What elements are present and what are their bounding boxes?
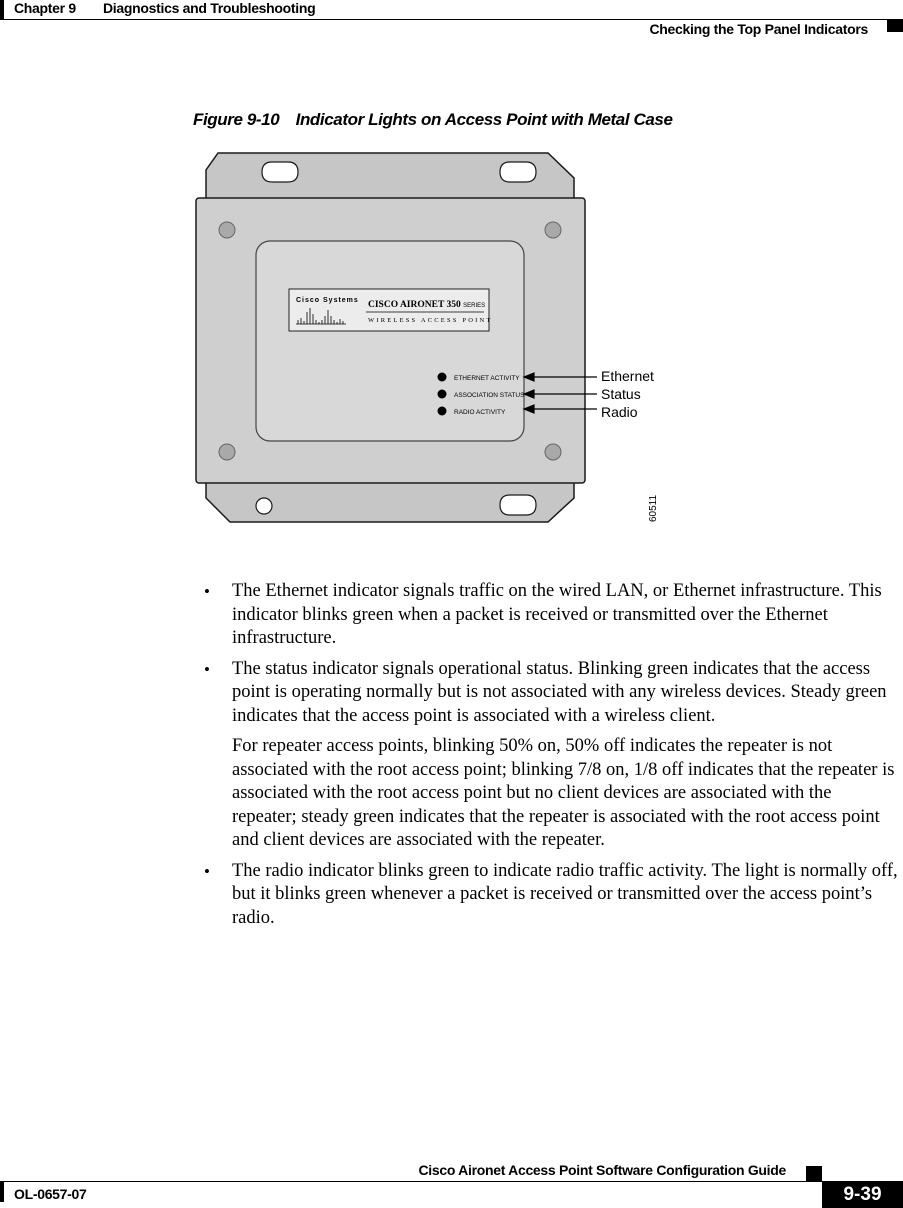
bullet-text-radio: The radio indicator blinks green to indicate radio traffic activity. The light is normally off, but it blinks green whenever a packet is received or transmitted over the access point’s radio. bbox=[232, 860, 898, 928]
cisco-logo-text: Cisco Systems bbox=[296, 297, 359, 304]
product-subtitle: WIRELESS ACCESS POINT bbox=[368, 317, 493, 324]
bullet-icon: • bbox=[204, 659, 210, 679]
figure-title: Indicator Lights on Access Point with Metal Case bbox=[295, 110, 673, 129]
led-label-radio: RADIO ACTIVITY bbox=[454, 409, 506, 416]
footer-doc-number: OL-0657-07 bbox=[14, 1186, 87, 1202]
callout-status: Status bbox=[601, 386, 641, 402]
access-point-figure bbox=[0, 0, 903, 560]
header-chapter-title: Diagnostics and Troubleshooting bbox=[103, 0, 316, 16]
callout-ethernet: Ethernet bbox=[601, 368, 654, 384]
product-name: CISCO AIRONET 350 SERIES bbox=[368, 300, 486, 310]
callout-radio: Radio bbox=[601, 404, 638, 420]
led-status bbox=[438, 390, 447, 399]
case-screw bbox=[545, 444, 561, 460]
body-content bbox=[199, 580, 899, 937]
bullet-text-ethernet: The Ethernet indicator signals traffic on the wired LAN, or Ethernet infrastructure. This indicator blinks green when a packet is received or transmitted over the Ethernet infrastructure. bbox=[232, 581, 882, 648]
list-item bbox=[199, 860, 899, 931]
paragraph-repeater: For repeater access points, blinking 50% on, 50% off indicates the repeater is not associated with the root access point; blinking 7/8 on, 1/8 off indicates that the repeater is associated with the root access point but no client devices are associated with the repeater; steady green indicates that the repeater is associated with the root access point and client devices are associated with the repeater. bbox=[232, 736, 895, 850]
bullet-icon: • bbox=[204, 582, 210, 601]
header-section: Checking the Top Panel Indicators bbox=[649, 21, 868, 37]
keyhole-slot-bottom-right bbox=[500, 495, 536, 515]
case-screw bbox=[219, 222, 235, 238]
header-chapter: Chapter 9 bbox=[14, 0, 76, 16]
led-label-status: ASSOCIATION STATUS bbox=[454, 392, 525, 399]
keyhole-slot-top-right bbox=[500, 162, 536, 182]
product-label bbox=[289, 289, 489, 331]
list-item bbox=[199, 658, 899, 729]
footer-right-mark bbox=[806, 1166, 822, 1181]
page-number: 9-39 bbox=[822, 1181, 903, 1208]
footer-rule bbox=[0, 1181, 822, 1182]
led-radio bbox=[438, 407, 447, 416]
case-screw bbox=[219, 444, 235, 460]
case-screw bbox=[545, 222, 561, 238]
figure-number: Figure 9-10 bbox=[193, 110, 280, 129]
footer-left-mark bbox=[0, 1182, 4, 1202]
keyhole-slot-top-left bbox=[262, 162, 298, 182]
led-label-ethernet: ETHERNET ACTIVITY bbox=[454, 375, 520, 382]
bullet-text-status: The status indicator signals operational status. Blinking green indicates that the access point is operating normally but is not associated with any wireless devices. Steady green indicates that the access point is associated with a wireless client. bbox=[232, 658, 887, 726]
bullet-icon: • bbox=[204, 861, 210, 881]
mount-hole-bottom-left bbox=[256, 498, 272, 514]
footer-guide-title: Cisco Aironet Access Point Software Configuration Guide bbox=[418, 1162, 786, 1178]
led-ethernet bbox=[438, 373, 447, 382]
figure-id: 60511 bbox=[648, 494, 659, 522]
list-item bbox=[199, 580, 899, 651]
